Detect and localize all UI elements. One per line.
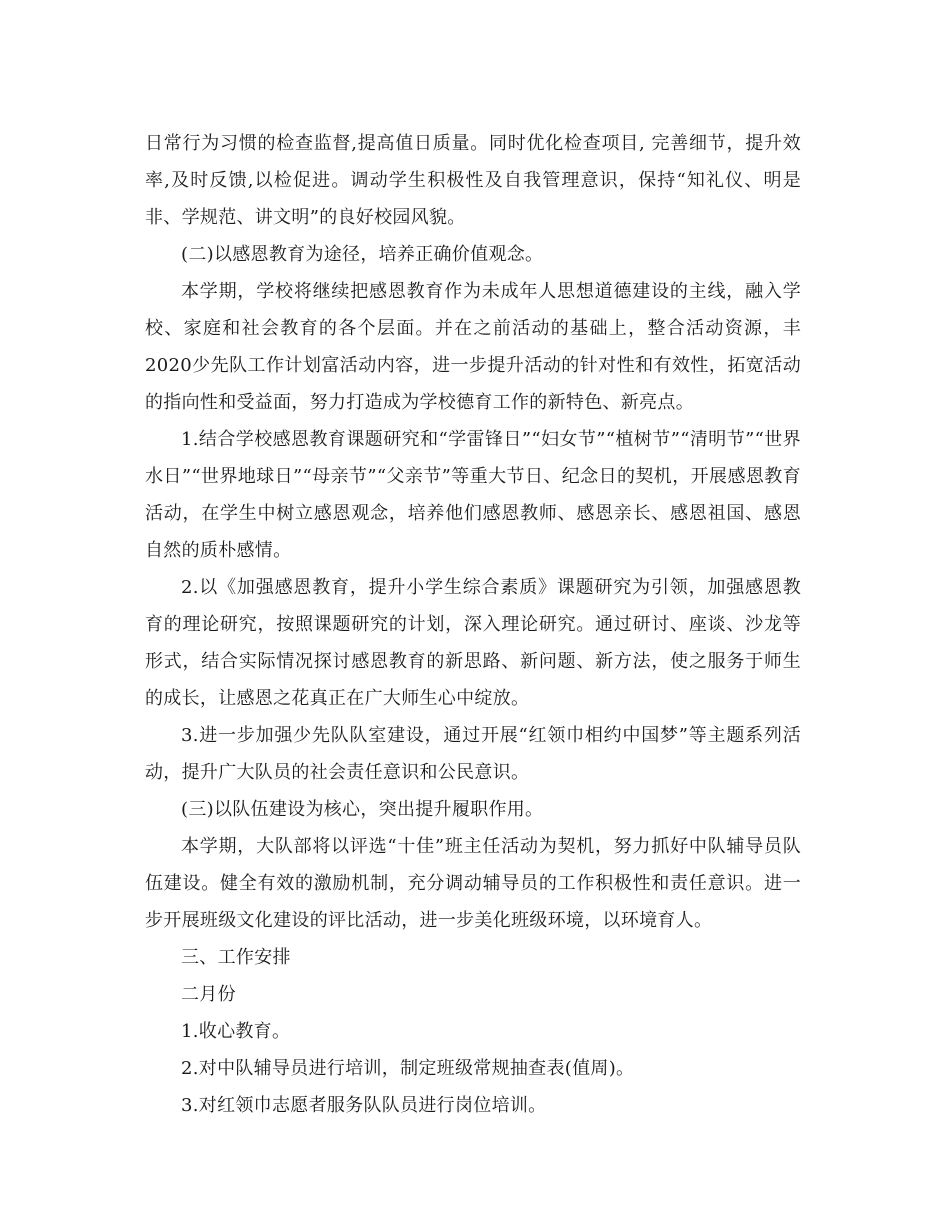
february-item-1: 1.收心教育。 [181,1021,291,1042]
heading-team-building: (三)以队伍建设为核心，突出提升履职作用。 [181,799,544,820]
heading-work-schedule: 三、工作安排 [181,947,291,968]
paragraph-inspection-continuation: 日常行为习惯的检查监督,提高值日质量。同时优化检查项目, 完善细节，提升效率,及时反馈,以检促进。调动学生积极性及自我管理意识，保持“知礼仪、明是非、学规范、讲文明”的良好校园风貌。 [145,133,801,228]
february-item-3: 3.对红领巾志愿者服务队队员进行岗位培训。 [181,1095,547,1116]
document-body [145,125,801,1124]
paragraph-gratitude-mainline: 本学期，学校将继续把感恩教育作为未成年人思想道德建设的主线，融入学校、家庭和社会教育的各个层面。并在之前活动的基础上，整合活动资源，丰2020少先队工作计划富活动内容，进一步提升活动的针对性和有效性，拓宽活动的指向性和受益面，努力打造成为学校德育工作的新特色、新亮点。 [145,281,801,413]
list-item-2-research: 2.以《加强感恩教育，提升小学生综合素质》课题研究为引领，加强感恩教育的理论研究，按照课题研究的计划，深入理论研究。通过研讨、座谈、沙龙等形式，结合实际情况探讨感恩教育的新思路、新问题、新方法，使之服务于师生的成长，让感恩之花真正在广大师生心中绽放。 [145,577,801,709]
paragraph-team-building: 本学期，大队部将以评选“十佳”班主任活动为契机，努力抓好中队辅导员队伍建设。健全有效的激励机制，充分调动辅导员的工作积极性和责任意识。进一步开展班级文化建设的评比活动，进一步美化班级环境，以环境育人。 [145,836,801,931]
heading-gratitude-education: (二)以感恩教育为途径，培养正确价值观念。 [181,244,544,265]
heading-february: 二月份 [181,984,236,1005]
list-item-3-team-room: 3.进一步加强少先队队室建设，通过开展“红领巾相约中国梦”等主题系列活动，提升广大队员的社会责任意识和公民意识。 [145,725,801,783]
list-item-1-festivals: 1.结合学校感恩教育课题研究和“学雷锋日”“妇女节”“植树节”“清明节”“世界水日”“世界地球日”“母亲节”“父亲节”等重大节日、纪念日的契机，开展感恩教育活动，在学生中树立感恩观念，培养他们感恩教师、感恩亲长、感恩祖国、感恩自然的质朴感情。 [145,429,801,561]
february-item-2: 2.对中队辅导员进行培训，制定班级常规抽查表(值周)。 [181,1058,635,1079]
